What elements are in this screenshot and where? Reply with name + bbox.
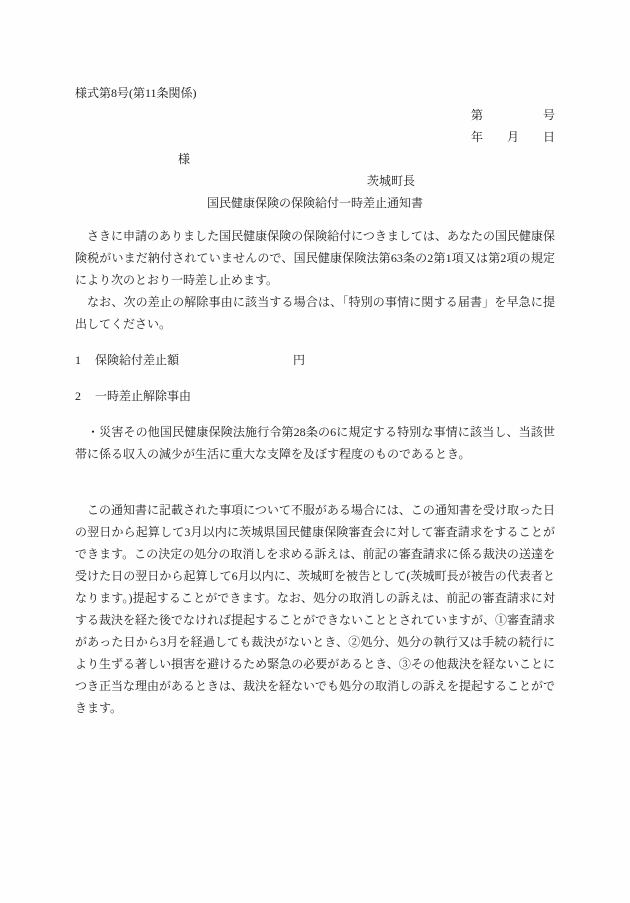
notice-paragraph-nao: なお、次の差止の解除事由に該当する場合は、「特別の事情に関する届書」を早急に提出してください。 (75, 295, 555, 331)
item-release-reason-heading (75, 385, 555, 407)
form-style-number: 様式第8号(第11条関係) (75, 86, 197, 100)
item-label: 保険給付差止額 (95, 353, 180, 367)
appeal-rights-paragraph: この通知書に記載された事項について不服がある場合には、この通知書を受け取った日の翌日から起算して3月以内に茨城県国民健康保険審査会に対して審査請求をすることができます。この決定の処分の取消しを求める訴えは、前記の審査請求に係る裁決の送達を受けた日の翌日から起算して6月以内に、茨城町を被告として(茨城町長が被告の代表者となります。)提起することができます。なお、処分の取消しの訴えは、前記の審査請求に対する裁決を経た後でなければ提起することができないこととされていますが、①審査請求があった日から3月を経過しても裁決がないとき、②処分、処分の執行又は手続の続行により生ずる著しい損害を避けるため緊急の必要があるとき、③その他裁決を経ないことにつき正当な理由があるときは、裁決を経ないでも処分の取消しの訴えを提起することができます。 (75, 503, 556, 715)
item-suspension-amount (75, 349, 555, 371)
date-line: 年 月 日 (470, 130, 555, 144)
release-reason-bullet: ・災害その他国民健康保険法施行令第28条の6に規定する特別な事情に該当し、当該世帯に係る収入の減少が生活に重大な支障を及ぼす程度のものであるとき。 (75, 425, 555, 461)
item-number: 2 (75, 389, 81, 403)
addressee-honorific: 様 (178, 152, 191, 166)
item-number: 1 (75, 353, 81, 367)
document-title: 国民健康保険の保険給付一時差止通知書 (206, 196, 423, 210)
sender-name: 茨城町長 (367, 174, 416, 188)
item-label: 一時差止解除事由 (95, 389, 192, 403)
amount-unit-yen: 円 (293, 353, 306, 367)
document-number-line: 第 号 (470, 108, 555, 122)
notice-paragraph-main: さきに申請のありました国民健康保険の保険給付につきましては、あなたの国民健康保険税がいまだ納付されていませんので、国民健康保険法第63条の2第1項又は第2項の規定により次のとおり一時差し止めます。 (75, 229, 555, 287)
